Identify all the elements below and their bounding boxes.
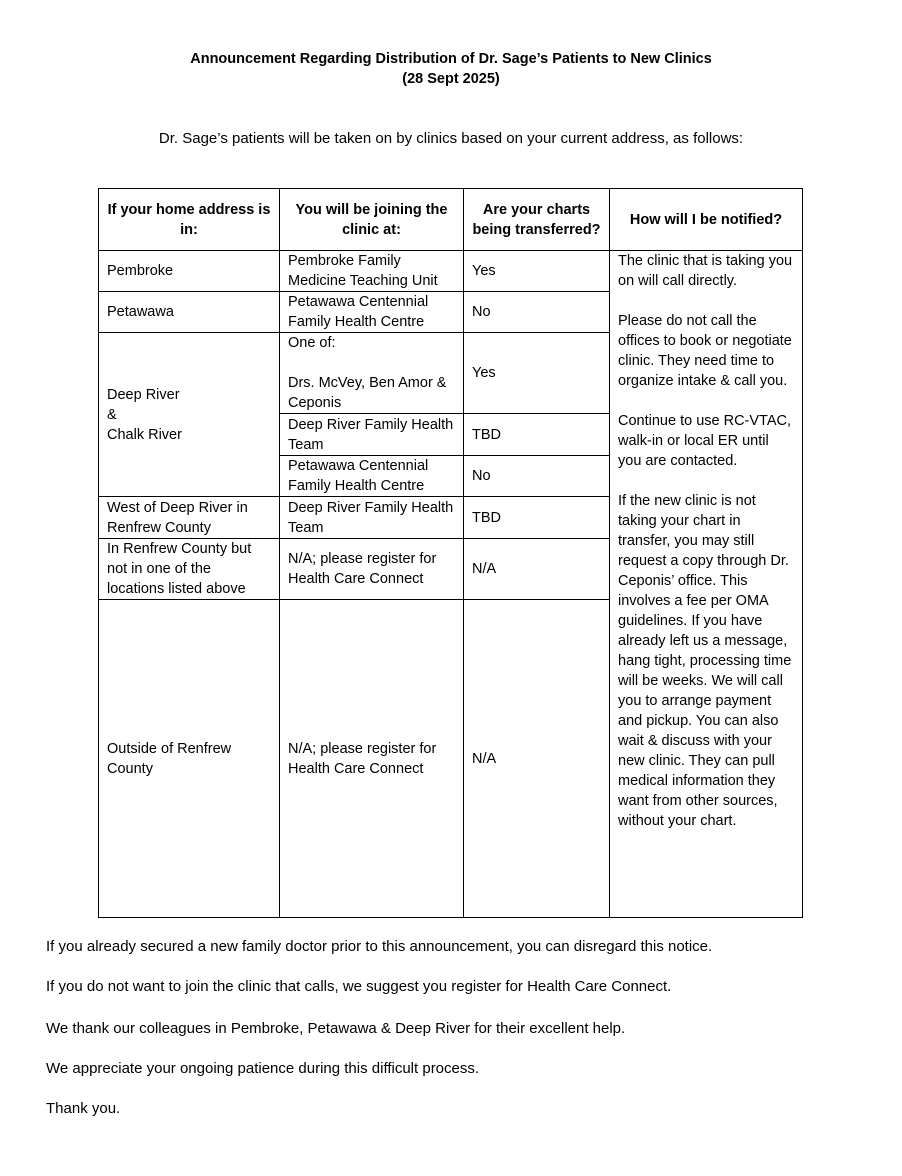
address-west-deep-river: West of Deep River in Renfrew County: [99, 497, 280, 539]
clinic-pembroke: Pembroke Family Medicine Teaching Unit: [280, 251, 464, 292]
address-pembroke: Pembroke: [99, 251, 280, 292]
transfer-in-renfrew: N/A: [464, 539, 610, 600]
announcement-date: (28 Sept 2025): [402, 71, 500, 87]
footer-paragraph-4: We appreciate your ongoing patience during this difficult process.: [46, 1060, 480, 1077]
notify-paragraph-2: Please do not call the offices to book or negotiate clinic. They need time to organize intake & call you.: [618, 313, 792, 389]
notify-paragraph-4: If the new clinic is not taking your chart in transfer, you may still request a copy through Dr. Ceponis’ office. This involves a fee per OMA guidelines. If you have already left us a message, hang tight, processing time will be weeks. We will call you to arrange payment and pickup. You can also wait & discuss with your new clinic. They can pull medical information they want from other sources, without your chart.: [618, 493, 792, 829]
address-in-renfrew: In Renfrew County but not in one of the locations listed above: [99, 539, 280, 600]
announcement-title: Announcement Regarding Distribution of Dr. Sage’s Patients to New Clinics: [190, 51, 712, 67]
intro-text: Dr. Sage’s patients will be taken on by clinics based on your current address, as follows:: [158, 130, 744, 147]
address-outside-renfrew: Outside of Renfrew County: [99, 600, 280, 918]
address-deep-river-line2: &: [107, 406, 117, 423]
clinic-deep-river-3: Petawawa Centennial Family Health Centre: [280, 456, 464, 497]
footer-paragraph-2: If you do not want to join the clinic that calls, we suggest you register for Health Care Connect.: [46, 978, 672, 995]
transfer-outside-renfrew: N/A: [464, 600, 610, 918]
transfer-pembroke: Yes: [464, 251, 610, 292]
header-transfer: Are your charts being transferred?: [464, 189, 610, 251]
transfer-deep-river-2: TBD: [464, 414, 610, 456]
header-clinic: You will be joining the clinic at:: [280, 189, 464, 251]
table-row-pembroke: [99, 251, 803, 292]
footer-paragraph-1: If you already secured a new family doctor prior to this announcement, you can disregard this notice.: [46, 938, 713, 955]
transfer-deep-river-3: No: [464, 456, 610, 497]
transfer-west-deep-river: TBD: [464, 497, 610, 539]
clinic-west-deep-river: Deep River Family Health Team: [280, 497, 464, 539]
address-deep-river-line3: Chalk River: [107, 426, 182, 443]
header-notify: How will I be notified?: [610, 189, 803, 251]
address-petawawa: Petawawa: [99, 292, 280, 333]
notification-info: [610, 251, 803, 918]
address-deep-river: [99, 333, 280, 497]
clinic-deep-river-1-line1: One of:: [288, 335, 336, 351]
table-header-row: [99, 189, 803, 251]
clinic-deep-river-1: [280, 333, 464, 414]
footer-paragraph-3: We thank our colleagues in Pembroke, Petawawa & Deep River for their excellent help.: [46, 1020, 626, 1037]
transfer-petawawa: No: [464, 292, 610, 333]
notify-paragraph-3: Continue to use RC-VTAC, walk-in or local ER until you are contacted.: [618, 413, 791, 469]
clinic-deep-river-1-line2: Drs. McVey, Ben Amor & Ceponis: [288, 375, 447, 411]
clinic-in-renfrew: N/A; please register for Health Care Connect: [280, 539, 464, 600]
header-address: If your home address is in:: [99, 189, 280, 251]
clinic-petawawa: Petawawa Centennial Family Health Centre: [280, 292, 464, 333]
footer-closing: Thank you.: [46, 1100, 121, 1117]
clinic-distribution-table: [98, 188, 803, 918]
transfer-deep-river-1: Yes: [464, 333, 610, 414]
clinic-outside-renfrew: N/A; please register for Health Care Connect: [280, 600, 464, 918]
address-deep-river-line1: Deep River: [107, 386, 180, 403]
notify-paragraph-1: The clinic that is taking you on will call directly.: [618, 253, 793, 289]
clinic-deep-river-2: Deep River Family Health Team: [280, 414, 464, 456]
